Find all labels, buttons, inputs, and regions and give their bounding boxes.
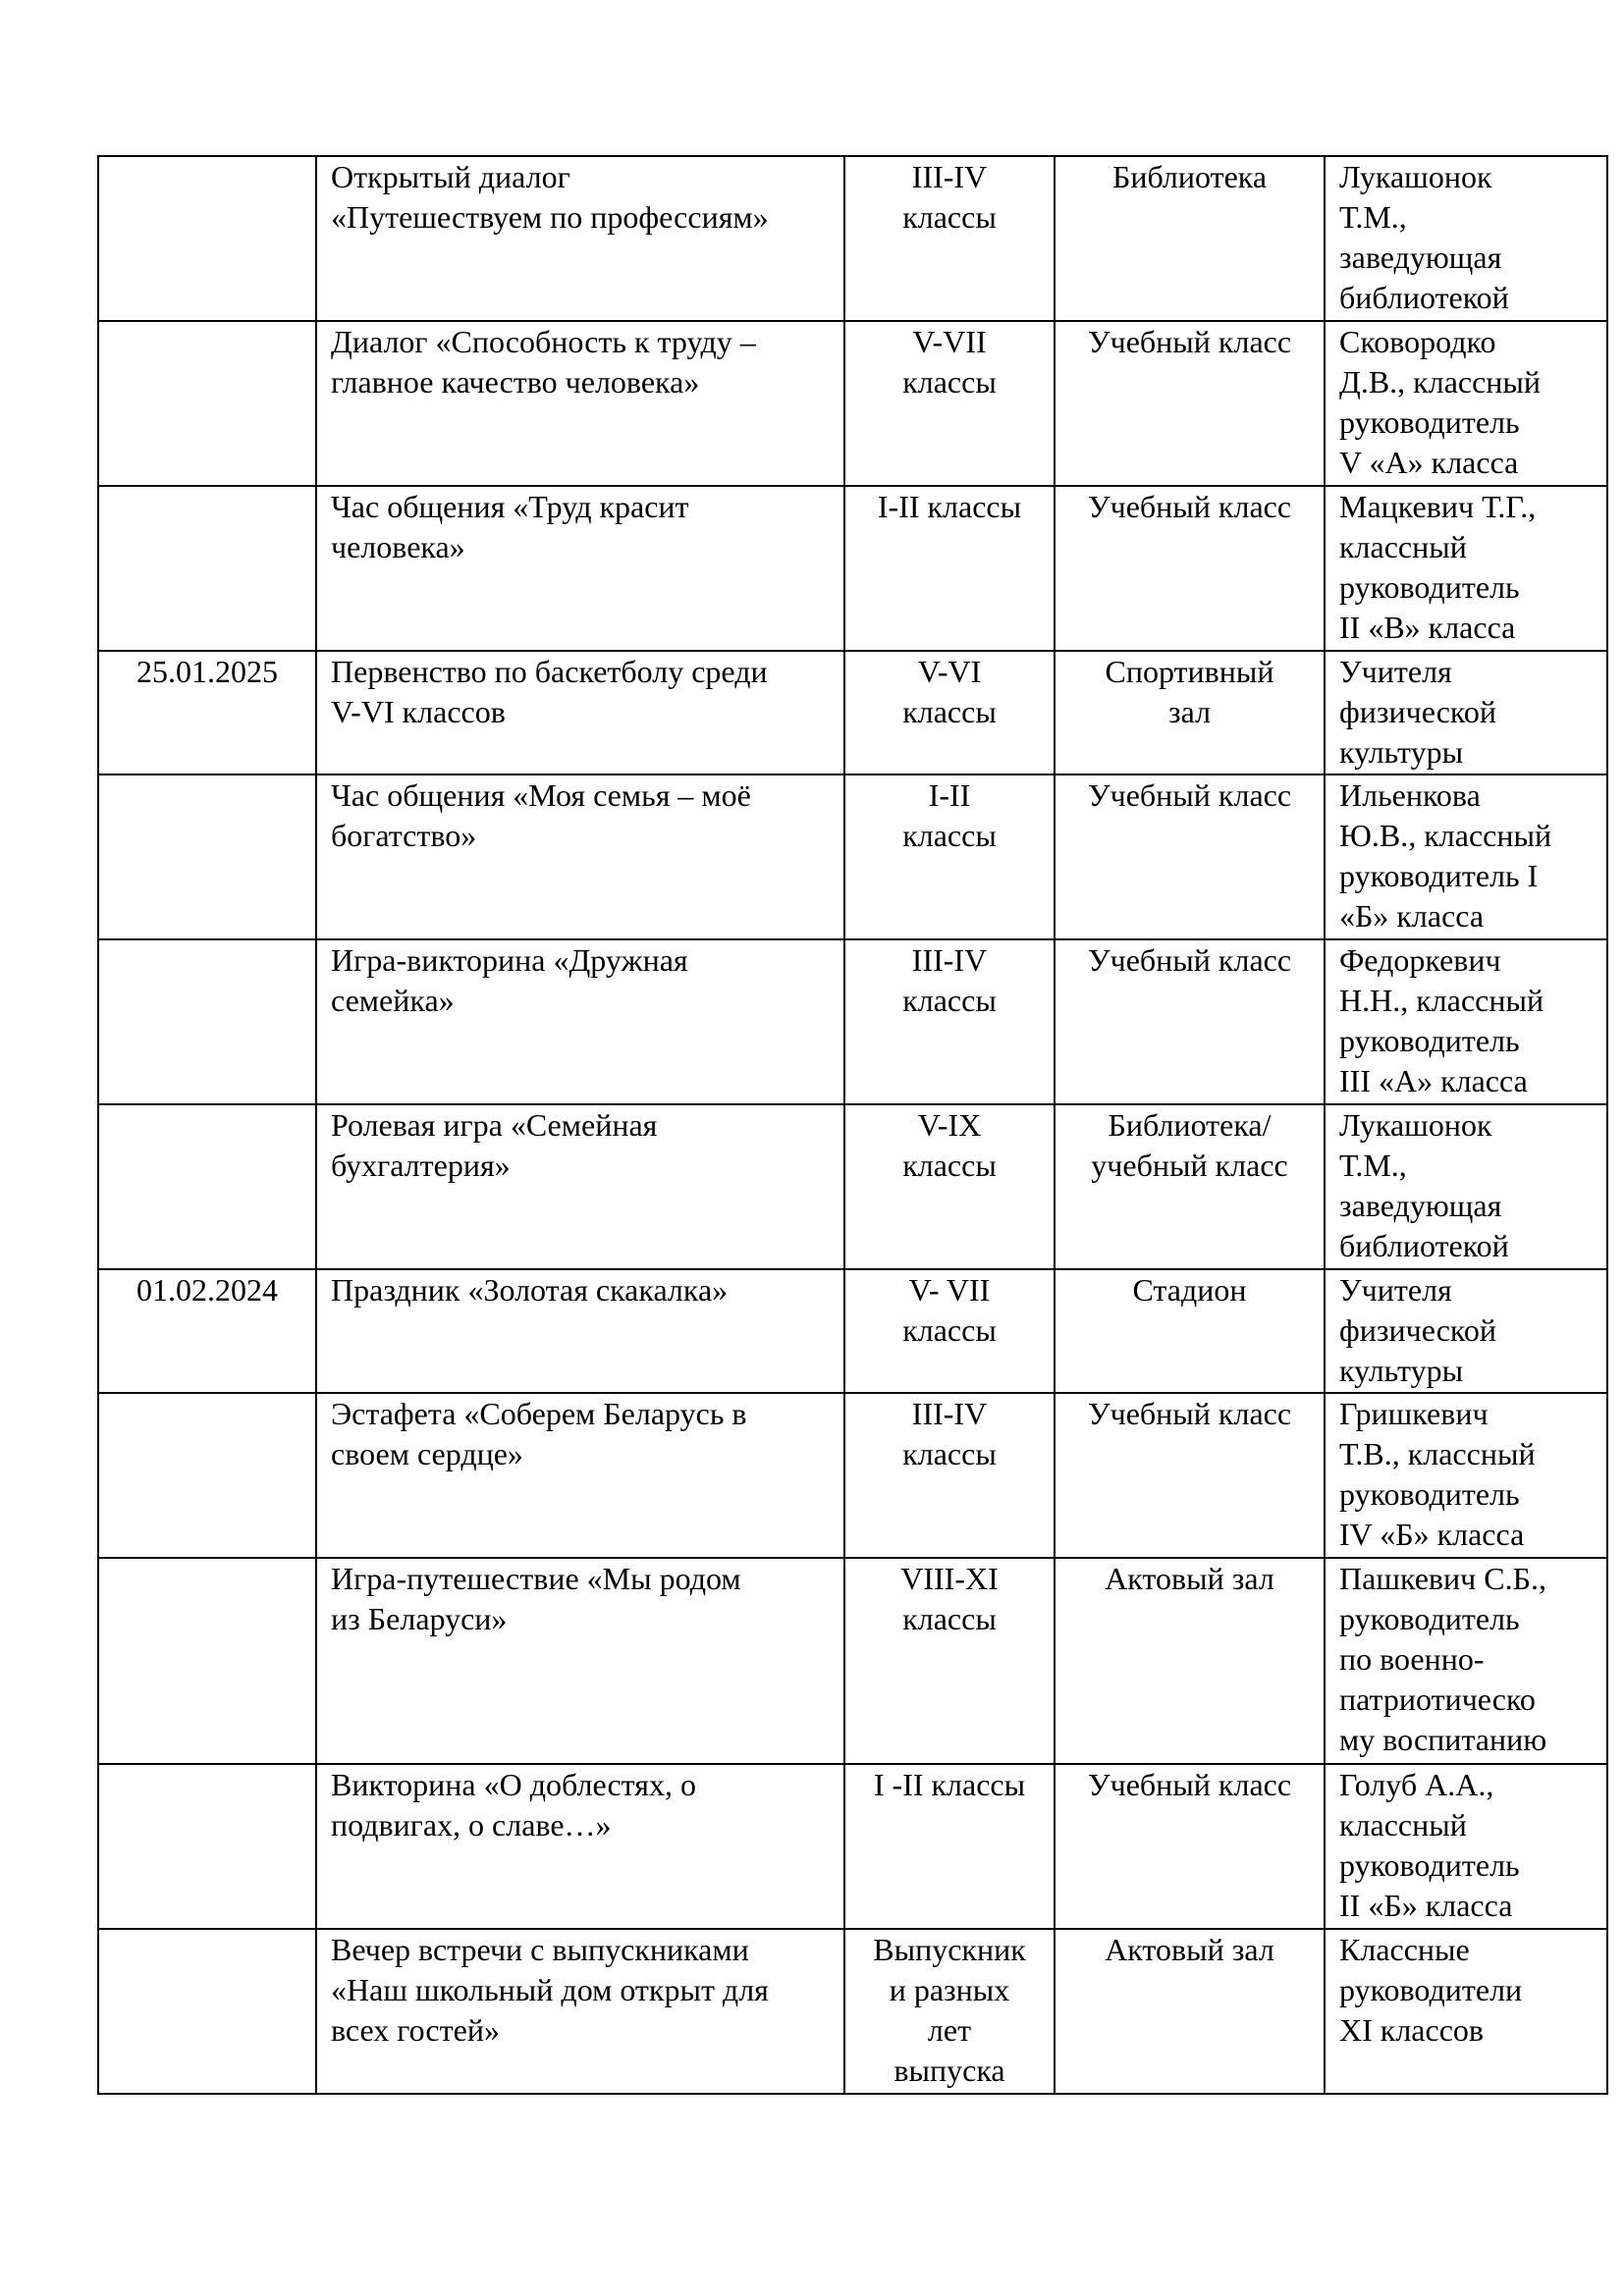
event-cell: Час общения «Труд красит человека» <box>316 486 844 651</box>
place-cell: Учебный класс <box>1055 1764 1325 1929</box>
responsible-cell: Сковородко Д.В., классный руководитель V «А» класса <box>1325 321 1607 486</box>
date-cell <box>98 1393 316 1558</box>
schedule-table <box>97 155 1608 2095</box>
date-cell <box>98 1104 316 1269</box>
table-row <box>98 321 1607 486</box>
date-cell <box>98 1929 316 2094</box>
group-cell: III-IV классы <box>844 1393 1055 1558</box>
group-cell: V-IX классы <box>844 1104 1055 1269</box>
responsible-cell: Учителя физической культуры <box>1325 651 1607 774</box>
group-cell: VIII-XI классы <box>844 1558 1055 1764</box>
place-cell: Учебный класс <box>1055 321 1325 486</box>
group-cell: Выпускник и разных лет выпуска <box>844 1929 1055 2094</box>
event-cell: Открытый диалог «Путешествуем по профессиям» <box>316 156 844 321</box>
date-cell <box>98 1558 316 1764</box>
table-row <box>98 939 1607 1104</box>
table-row <box>98 651 1607 774</box>
table-row <box>98 486 1607 651</box>
place-cell: Учебный класс <box>1055 1393 1325 1558</box>
event-cell: Первенство по баскетболу среди V-VI классов <box>316 651 844 774</box>
group-cell: I -II классы <box>844 1764 1055 1929</box>
table-row <box>98 774 1607 939</box>
table-row <box>98 1764 1607 1929</box>
date-cell: 01.02.2024 <box>98 1269 316 1393</box>
date-cell <box>98 321 316 486</box>
date-cell <box>98 156 316 321</box>
event-cell: Игра-викторина «Дружная семейка» <box>316 939 844 1104</box>
responsible-cell: Голуб А.А., классный руководитель II «Б» класса <box>1325 1764 1607 1929</box>
place-cell: Учебный класс <box>1055 774 1325 939</box>
responsible-cell: Мацкевич Т.Г., классный руководитель II «В» класса <box>1325 486 1607 651</box>
event-cell: Час общения «Моя семья – моё богатство» <box>316 774 844 939</box>
event-cell: Игра-путешествие «Мы родом из Беларуси» <box>316 1558 844 1764</box>
event-cell: Диалог «Способность к труду – главное качество человека» <box>316 321 844 486</box>
group-cell: III-IV классы <box>844 156 1055 321</box>
place-cell: Библиотека/ учебный класс <box>1055 1104 1325 1269</box>
table-row <box>98 156 1607 321</box>
event-cell: Викторина «О доблестях, о подвигах, о славе…» <box>316 1764 844 1929</box>
place-cell: Актовый зал <box>1055 1929 1325 2094</box>
responsible-cell: Классные руководители XI классов <box>1325 1929 1607 2094</box>
group-cell: V-VI классы <box>844 651 1055 774</box>
date-cell <box>98 1764 316 1929</box>
place-cell: Учебный класс <box>1055 939 1325 1104</box>
date-cell <box>98 774 316 939</box>
responsible-cell: Лукашонок Т.М., заведующая библиотекой <box>1325 1104 1607 1269</box>
place-cell: Спортивный зал <box>1055 651 1325 774</box>
responsible-cell: Лукашонок Т.М., заведующая библиотекой <box>1325 156 1607 321</box>
table-row <box>98 1393 1607 1558</box>
place-cell: Учебный класс <box>1055 486 1325 651</box>
place-cell: Библиотека <box>1055 156 1325 321</box>
group-cell: V- VII классы <box>844 1269 1055 1393</box>
group-cell: I-II классы <box>844 774 1055 939</box>
group-cell: I-II классы <box>844 486 1055 651</box>
responsible-cell: Федоркевич Н.Н., классный руководитель III «А» класса <box>1325 939 1607 1104</box>
responsible-cell: Ильенкова Ю.В., классный руководитель I «Б» класса <box>1325 774 1607 939</box>
responsible-cell: Пашкевич С.Б., руководитель по военно- патриотическо му воспитанию <box>1325 1558 1607 1764</box>
responsible-cell: Учителя физической культуры <box>1325 1269 1607 1393</box>
table-row <box>98 1929 1607 2094</box>
place-cell: Стадион <box>1055 1269 1325 1393</box>
event-cell: Вечер встречи с выпускниками «Наш школьный дом открыт для всех гостей» <box>316 1929 844 2094</box>
event-cell: Праздник «Золотая скакалка» <box>316 1269 844 1393</box>
table-row <box>98 1558 1607 1764</box>
table-row <box>98 1104 1607 1269</box>
place-cell: Актовый зал <box>1055 1558 1325 1764</box>
date-cell: 25.01.2025 <box>98 651 316 774</box>
date-cell <box>98 939 316 1104</box>
event-cell: Ролевая игра «Семейная бухгалтерия» <box>316 1104 844 1269</box>
event-cell: Эстафета «Соберем Беларусь в своем сердце» <box>316 1393 844 1558</box>
group-cell: V-VII классы <box>844 321 1055 486</box>
table-row <box>98 1269 1607 1393</box>
group-cell: III-IV классы <box>844 939 1055 1104</box>
responsible-cell: Гришкевич Т.В., классный руководитель IV «Б» класса <box>1325 1393 1607 1558</box>
date-cell <box>98 486 316 651</box>
